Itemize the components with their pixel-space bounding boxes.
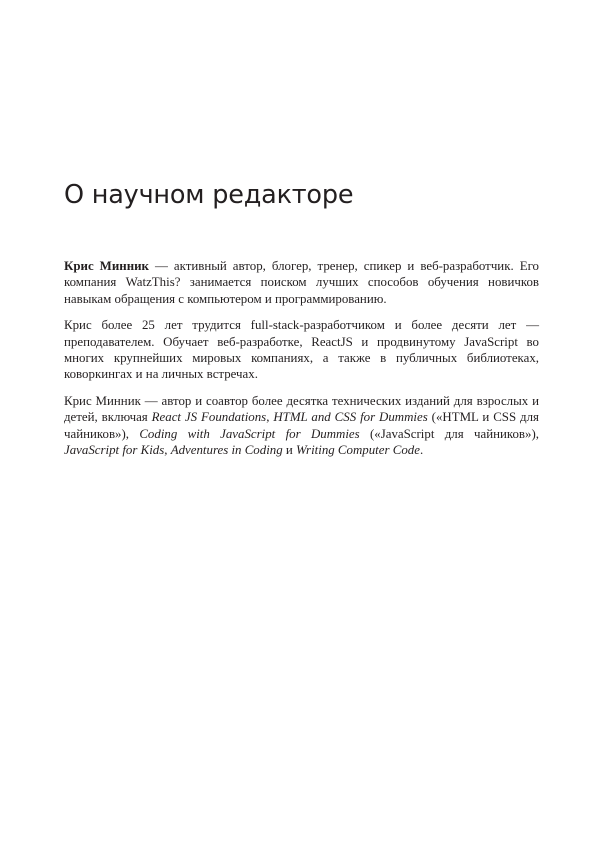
text-segment: и [282, 443, 297, 458]
body-text [64, 258, 539, 468]
author-name: Крис Минник [64, 259, 149, 273]
paragraph-intro [64, 258, 539, 307]
book-title: Writing Computer Code [296, 443, 420, 458]
text-segment: Крис Минник — автор и соавтор более десятка технических изданий для взрослых и детей, включая [64, 393, 539, 425]
paragraph-books [64, 393, 539, 459]
text-segment: («JavaScript для чайников»), [359, 426, 539, 441]
text-segment: , [266, 410, 274, 425]
book-title: Coding with JavaScript for Dummies [139, 426, 360, 441]
text-segment: («HTML и CSS для чайников»), [64, 410, 539, 441]
text-segment: . [419, 443, 424, 458]
book-title: React JS Foundations [151, 410, 267, 425]
paragraph-experience: Крис более 25 лет трудится full-stack-разработчиком и более десяти лет — преподавателем. Обучает веб-разработке, ReactJS и продвинутому JavaScript во многих крупнейших мировых компаниях, а также в публичных библиотеках, коворкингах и на личных встречах. [64, 318, 539, 382]
paragraph-intro-text: — активный автор, блогер, тренер, спикер и веб-разработчик. Его компания WatzThis? занимается поиском лучших способов обучения новичков навыкам обращения с компьютером и программированию. [64, 259, 539, 306]
book-title: Adventures in Coding [170, 443, 283, 458]
book-title: JavaScript for Kids [64, 443, 165, 458]
page-title: О научном редакторе [64, 180, 354, 210]
text-segment: , [164, 443, 171, 458]
book-title: HTML and CSS for Dummies [273, 410, 428, 425]
